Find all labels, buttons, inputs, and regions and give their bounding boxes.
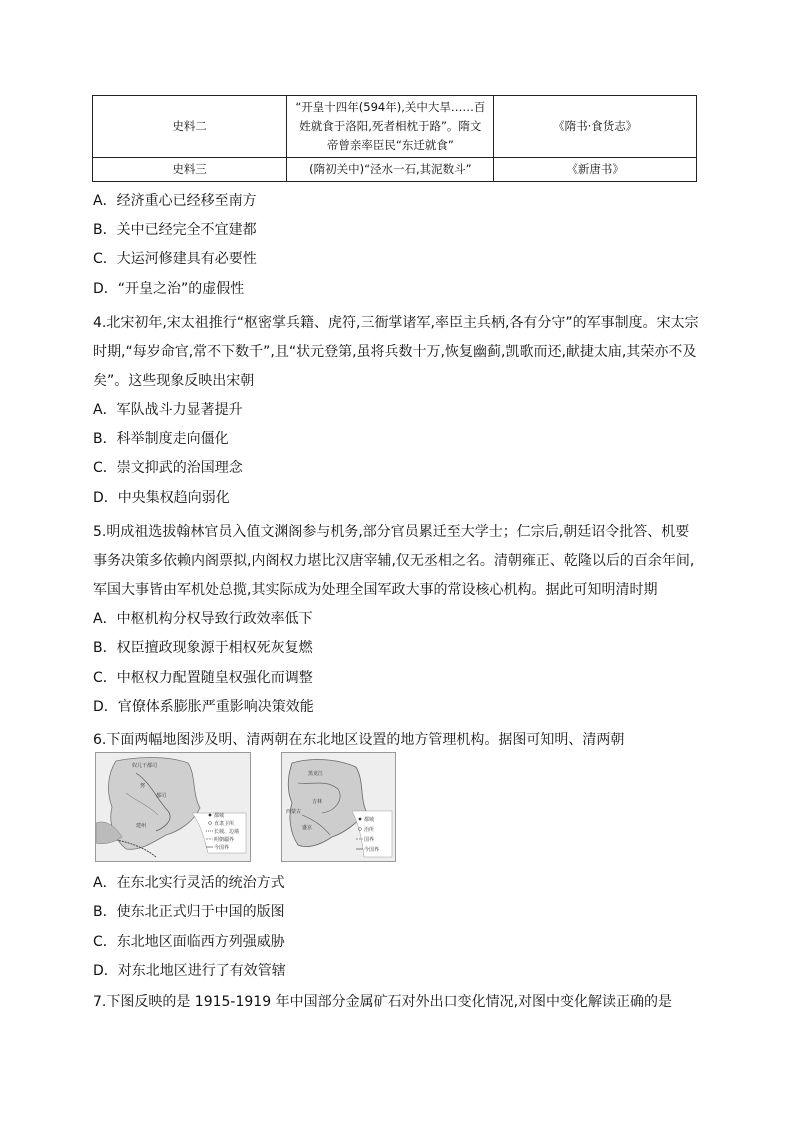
stem-line: 事务决策多依赖内阁票拟,内阁权力堪比汉唐宰辅,仅无丞相之名。清朝雍正、乾隆以后的百余年间, [93,553,695,569]
q7-stem: 7.下图反映的是 1915-1919 年中国部分金属矿石对外出口变化情况,对图中变化解读正确的是 [93,994,673,1010]
q4-option-b: B．科举制度走向僵化 [93,431,229,447]
content-line: 帝曾亲率臣民“东迁就食” [326,138,454,152]
table-row [93,158,697,182]
q5-option-c: C．中枢权力配置随皇权强化而调整 [93,670,313,686]
q6-stem: 6.下面两幅地图涉及明、清两朝在东北地区设置的地方管理机构。据图可知明、清两朝 [93,732,625,748]
table-cell-source: 《新唐书》 [494,158,697,182]
legend-item: 国界 [364,837,375,843]
q3-option-a: A．经济重心已经移至南方 [93,193,257,209]
q4-option-d: D．中央集权趋向弱化 [93,490,230,506]
legend-item: 明朝疆界 [214,837,235,843]
map2-label: 西蒙古 [286,809,302,815]
stem-line: 5.明成祖选拔翰林官员入值文渊阁参与机务,部分官员累迁至大学士；仁宗后,朝廷诏令批答、机要 [93,524,690,540]
table-cell-content [287,158,494,182]
legend-item: 今国界 [364,847,380,853]
qing-map-image [281,752,396,862]
q6-option-c: C．东北地区面临西方列强威胁 [93,934,285,950]
stem-line: 时期,“每岁命官,常不下数千”,且“状元登第,虽将兵数十万,恢复幽蓟,凯歌而还,献捷太庙,其荣亦不及 [93,344,697,360]
legend-item: 直隶卫所 [214,821,235,827]
content-line: (隋初关中)“泾水一石,其泥数斗” [309,162,472,176]
stem-line: 4.北宋初年,宋太祖推行“枢密掌兵籍、虎符,三衙掌诸军,率臣主兵柄,各有分守”的军事制度。宋太宗 [93,315,699,331]
table-cell-content [287,96,494,158]
legend-item: 长城、边墙 [214,829,240,835]
legend-item: 都城 [364,817,375,823]
table-cell-source: 《隋书·食货志》 [494,96,697,158]
q6-option-a: A．在东北实行灵活的统治方式 [93,875,285,891]
q5-stem [93,518,705,605]
q6-option-b: B．使东北正式归于中国的版图 [93,904,285,920]
q4-option-c: C．崇文抑武的治国理念 [93,460,243,476]
q3-option-d: D．“开皇之治”的虚假性 [93,281,245,297]
map1-label: 都司 [156,793,167,799]
q3-option-b: B．关中已经完全不宜建都 [93,222,257,238]
map2-label: 盛京 [302,825,313,831]
ming-map-image [95,752,251,862]
map1-label: 建州 [136,823,147,829]
content-line: “开皇十四年(594年),关中大旱……百 [295,100,486,114]
q5-option-d: D．官僚体系膨胀严重影响决策效能 [93,699,314,715]
map1-label: 努 [140,783,146,789]
q3-option-c: C．大运河修建具有必要性 [93,251,257,267]
legend-item: 都城 [214,813,225,819]
q6-option-d: D．对东北地区进行了有效管辖 [93,963,286,979]
content-line: 姓就食于洛阳,死者相枕于路”。隋文 [299,119,482,133]
stem-line: 矣”。这些现象反映出宋朝 [93,373,255,389]
q5-option-b: B．权臣擅政现象源于相权死灰复燃 [93,640,313,656]
map1-label: 奴儿干都司 [132,763,158,769]
q4-option-a: A．军队战斗力显著提升 [93,402,243,418]
table-row [93,96,697,158]
source-table [92,95,697,182]
map2-label: 黑龙江 [308,771,324,777]
legend-item: 治所 [364,827,375,833]
q5-option-a: A．中枢机构分权导致行政效率低下 [93,611,313,627]
table-cell-label: 史料二 [93,96,287,158]
map2-label: 吉林 [312,799,323,805]
q4-stem [93,309,705,396]
legend-item: 今国界 [214,845,230,851]
table-cell-label: 史料三 [93,158,287,182]
stem-line: 军国大事皆由军机处总揽,其实际成为处理全国军政大事的常设核心机构。据此可知明清时期 [93,582,658,598]
